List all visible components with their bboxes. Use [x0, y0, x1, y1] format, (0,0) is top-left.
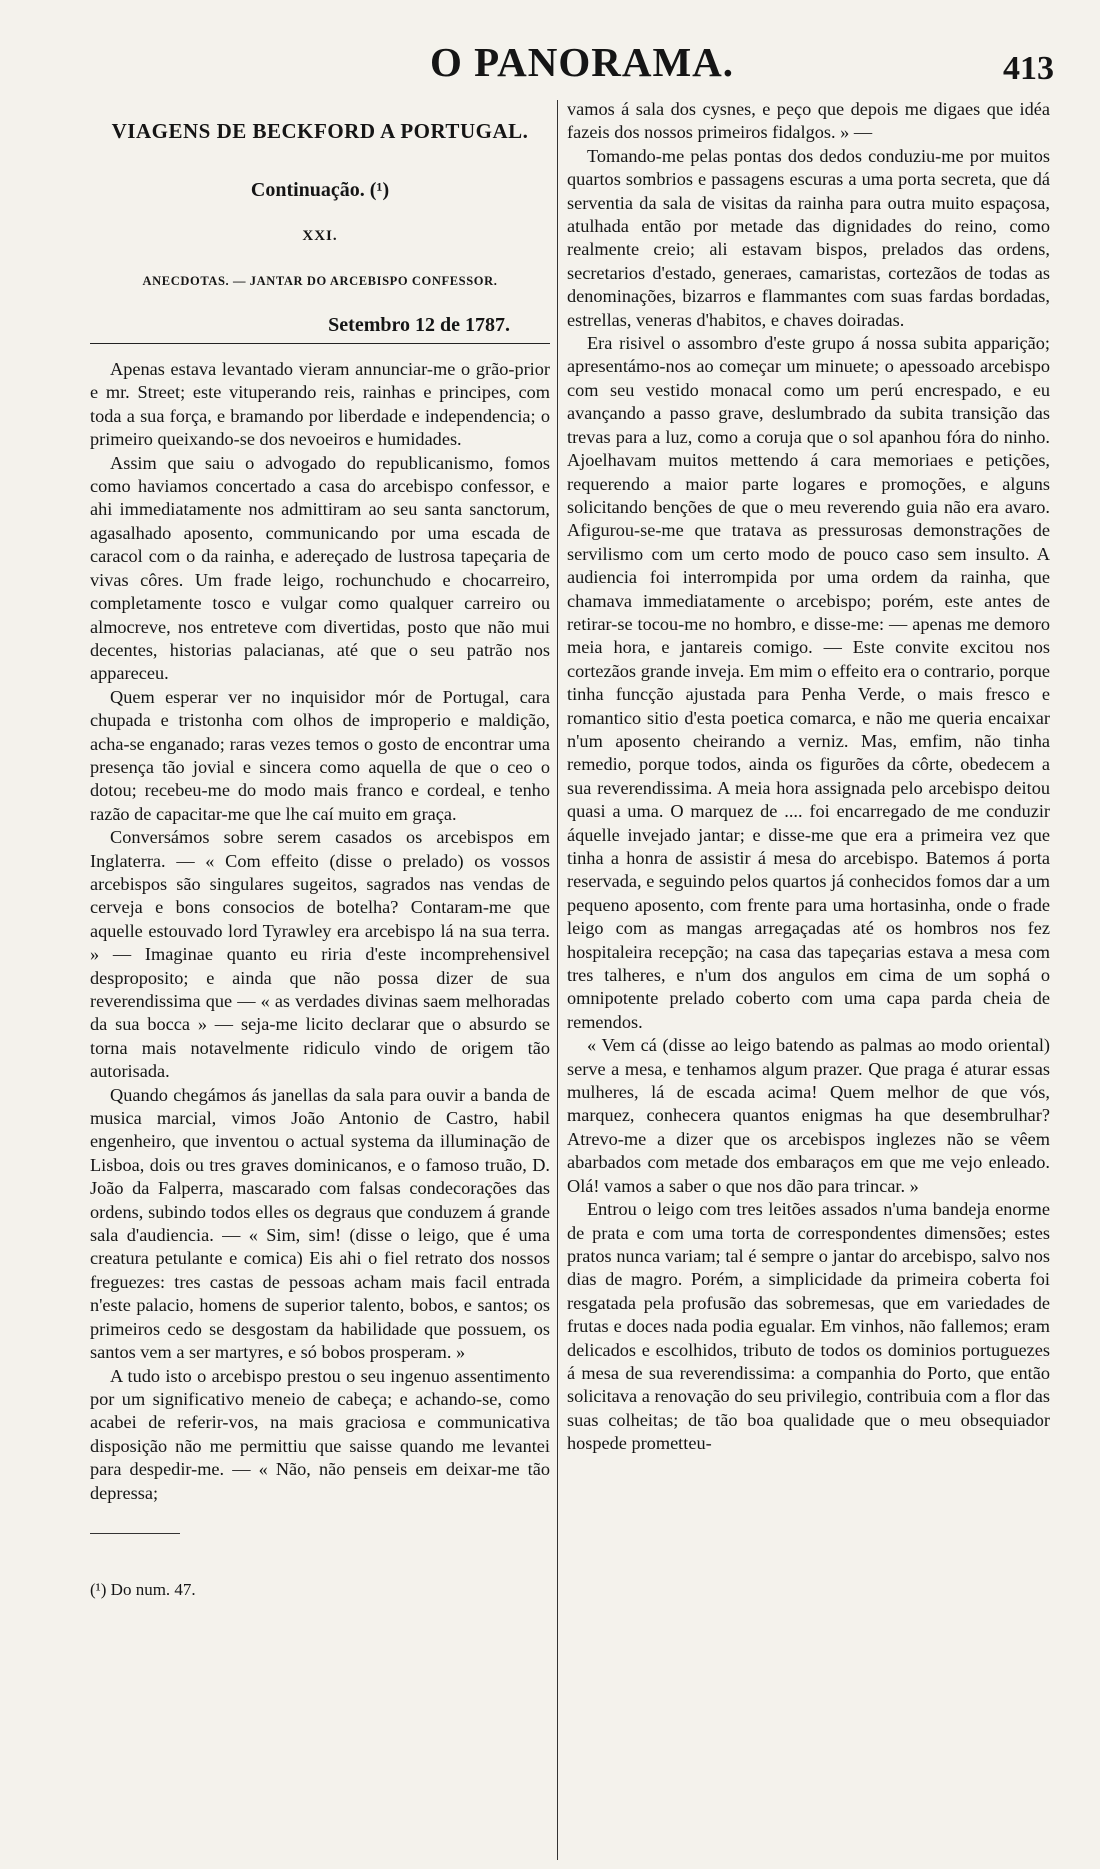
chapter-number: XXI. [302, 227, 338, 244]
paragraph: Era risivel o assombro d'este grupo á nossa subita apparição; apresentámo-nos ao começar um minuete; o apessoado arcebispo com seu vestido monacal como um perú encrespado, e eu avançando a passo grave, deslumbrado da subita transição das trevas para a luz, como a coruja que o sol apanhou fóra do ninho. Ajoelhavam muitos mettendo á cara memoriaes e petições, requerendo a maior parte logares e promoções, e alguns solicitando benções de que o meu reverendo guia não era avaro. Afigurou-se-me que tratava as pressurosas demonstrações de servilismo com um certo modo de pouco caso sem insulto. A audiencia foi interrompida por uma ordem da rainha, que chamava immediatamente o arcebispo; porém, este antes de retirar-se tocou-me no hombro, e disse-me: — apenas me demoro meia hora, e jantareis comigo. — Este convite excitou nos cortezãos grande inveja. Em mim o effeito era o contrario, porque tinha funcção ajustada para Penha Verde, o mais fresco e romantico sitio d'esta poetica comarca, e não me queria encaixar n'um aposento cheirando a verniz. Mas, emfim, não tinha remedio, porque todos, ainda os figurões da côrte, obedecem a sua reverendissima. A meia hora assignada pelo arcebispo deitou quasi a uma. O marquez de .... foi encarregado de me conduzir áquelle invejado jantar; e disse-me que era a primeira vez que tinha a honra de assistir á mesa do arcebispo. Batemos á porta reservada, e seguindo pelos quartos já conhecidos fomos dar a um pequeno aposento, com frente para uma hortasinha, onde o frade leigo com as mangas arregaçadas até os hombros nos fez hospitaleira recepção; na casa das tapeçarias estava a mesa com tres talheres, e n'um dos angulos em cima de um sophá o omnipotente prelado coberto com uma capa parda cheia de remendos. [567, 333, 1050, 1032]
paragraph: Conversámos sobre serem casados os arcebispos em Inglaterra. — « Com effeito (disse o prelado) os vossos arcebispos são singulares sugeitos, sagrados nas vendas de cerveja e bons consocios de botelha? Contaram-me que aquelle estouvado lord Tyrawley era arcebispo lá na sua terra. » — Imaginae quanto eu riria d'este incomprehensivel desproposito; e ainda que não possa dizer de sua reverendissima que — « as verdades divinas saem melhoradas da sua bocca » — seja-me licito declarar que o absurdo se torna mais notavelmente ridiculo vindo de origem tão autorisada. [90, 827, 550, 1082]
date-rule [90, 343, 550, 344]
paragraph: Quando chegámos ás janellas da sala para ouvir a banda de musica marcial, vimos João Antonio de Castro, habil engenheiro, que inventou o actual systema da illuminação de Lisboa, dois ou tres graves dominicanos, e o famoso truão, D. João da Falperra, mascarado com falsas condecorações das ordens, subindo todos elles os degraus que conduzem á grande sala d'audiencia. — « Sim, sim! (disse o leigo, que é uma creatura petulante e comica) Eis ahi o fiel retrato dos nossos freguezes: tres castas de pessoas acham mais facil entrada n'este palacio, homens de superior talento, bobos, e santos; os primeiros cedo se desgostam da habilidade que possuem, os santos vem a ser martyres, e só bobos prosperam. » [90, 1084, 550, 1363]
paragraph: Tomando-me pelas pontas dos dedos conduziu-me por muitos quartos sombrios e passagens escuras a uma porta secreta, que dá serventia da sala de visitas da rainha para outra muito espaçosa, atulhada então por metade das dignidades do reino, como realmente creio; ali estavam bispos, prelados das ordens, secretarios d'estado, generaes, camaristas, cortezãos de todas as denominações, bizarros e flammantes com suas fardas bordadas, estrellas, veneras d'habitos, e chaves doiradas. [567, 145, 1050, 330]
paragraph: vamos á sala dos cysnes, e peço que depois me digaes que idéa fazeis dos nossos primeiros fidalgos. » — [567, 99, 1050, 143]
left-column [90, 120, 550, 1601]
right-column [567, 98, 1050, 1456]
footnote-rule [90, 1533, 180, 1534]
column-divider [557, 100, 558, 1860]
entry-date: Setembro 12 de 1787. [328, 313, 510, 336]
paragraph: A tudo isto o arcebispo prestou o seu ingenuo assentimento por um significativo meneio de cabeça; e achando-se, como acabei de referir-vos, na mais graciosa e communicativa disposição não me permittiu que saisse quando me levantei para despedir-me. — « Não, não penseis em deixar-me tão depressa; [90, 1365, 550, 1503]
paragraph: Entrou o leigo com tres leitões assados n'uma bandeja enorme de prata e com uma torta de correspondentes dimensões; estes pratos nunca variam; tal é sempre o jantar do arcebispo, salvo nos dias de magro. Porém, a simplicidade da primeira coberta foi resgatada pela profusão das sobremesas, que em variedades de frutas e doces nada podia egualar. Em vinhos, não fallemos; eram delicados e escolhidos, tributo de todos os dominios portuguezes á mesa de sua reverendissima: a companhia do Porto, que então solicitava a renovação do seu privilegio, contribuia com a flor das suas colheitas; de tão boa qualidade que o meu obsequiador hospede prometteu- [567, 1199, 1050, 1454]
paragraph: Quem esperar ver no inquisidor mór de Portugal, cara chupada e tristonha com olhos de improperio e maldição, acha-se enganado; raras vezes temos o gosto de encontrar uma presença tão jovial e sincera como aquella de que o ceo o dotou; recebeu-me do modo mais franco e cordeal, e tenho razão de capacitar-me que lhe caí muito em graça. [90, 686, 550, 824]
chapter-subtitle: ANECDOTAS. — JANTAR DO ARCEBISPO CONFESSOR. [142, 274, 498, 289]
article-title: VIAGENS DE BECKFORD A PORTUGAL. [111, 119, 529, 143]
page-number: 413 [1003, 50, 1054, 87]
publication-title: O PANORAMA. [430, 39, 735, 85]
paragraph: Assim que saiu o advogado do republicanismo, fomos como haviamos concertado a casa do arcebispo confessor, e ahi immediatamente nos admittiram ao seu santa sanctorum, agasalhado aposento, communicando por uma escada de caracol com o da rainha, e adereçado de lustrosa tapeçaria de vivas côres. Um frade leigo, rochunchudo e chocarreiro, completamente tosco e vulgar como qualquer carreiro ou almocreve, nos entreteve com divertidas, posto que não mui decentes, historias palacianas, até que o seu patrão nos appareceu. [90, 452, 550, 684]
continuation-note: Continuação. (¹) [250, 179, 390, 202]
paragraph: « Vem cá (disse ao leigo batendo as palmas ao modo oriental) serve a mesa, e tenhamos algum prazer. Que praga é aturar essas mulheres, lá de escada acima! Quem melhor de que vós, marquez, conhecera quantos enigmas ha que desembrulhar? Atrevo-me a dizer que os arcebispos inglezes não se vêem abarbados com metade dos embaraços em que me vejo enleado. Olá! vamos a saber o que nos dão para trincar. » [567, 1035, 1050, 1196]
masthead [0, 30, 1100, 90]
paragraph: Apenas estava levantado vieram annunciar-me o grão-prior e mr. Street; este vituperando reis, rainhas e principes, com toda a sua força, e bramando por liberdade e independencia; o primeiro queixando-se dos nevoeiros e humidades. [90, 359, 550, 450]
footnote: (¹) Do num. 47. [90, 1579, 196, 1599]
